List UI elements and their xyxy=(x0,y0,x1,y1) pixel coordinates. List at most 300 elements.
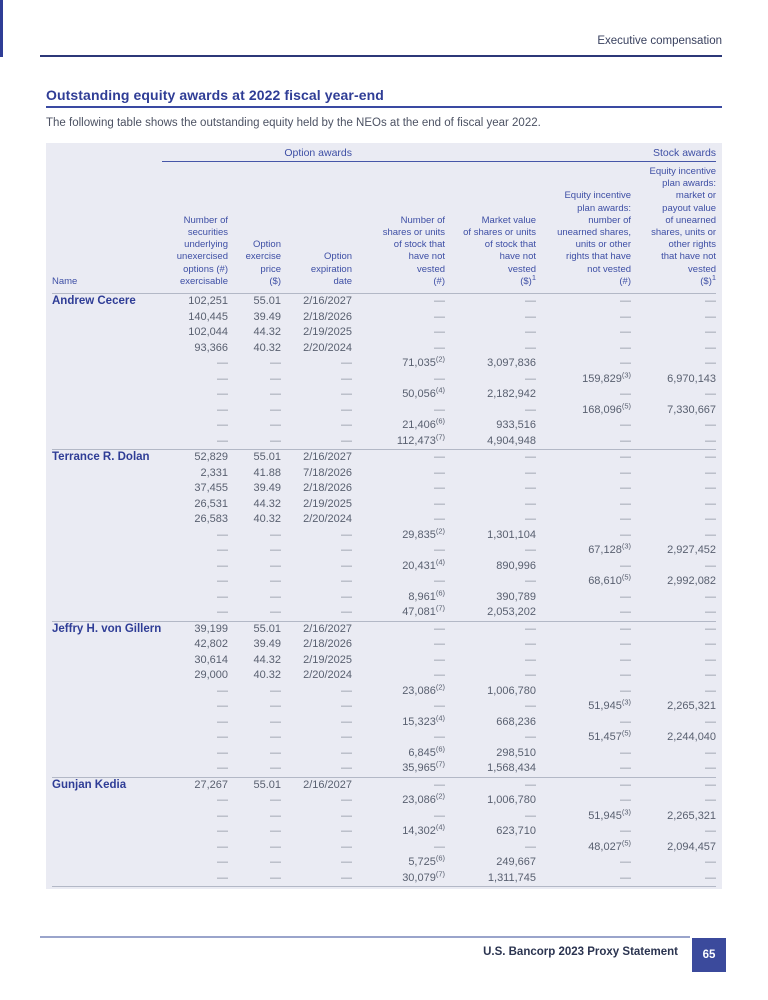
table-cell: — xyxy=(270,856,281,869)
table-cell: — xyxy=(270,606,281,619)
table-cell: 2/18/2026 xyxy=(303,638,353,651)
table-cell: — xyxy=(620,638,632,651)
table-row xyxy=(52,637,716,653)
name-cell xyxy=(52,512,162,528)
table-cell: — xyxy=(341,544,353,557)
footnote-superscript: (7) xyxy=(435,433,446,441)
table-cell: — xyxy=(536,621,631,637)
table-cell: — xyxy=(270,575,281,588)
table-cell: 140,445 xyxy=(188,310,228,323)
table-cell: 2/16/2027 xyxy=(281,777,352,793)
table-cell: — xyxy=(620,825,632,838)
table-cell: — xyxy=(705,638,717,651)
table-row xyxy=(52,824,716,840)
table-cell: — xyxy=(620,762,632,775)
table-cell: 37,455 xyxy=(194,482,228,495)
name-cell xyxy=(52,372,162,388)
table-cell: 2,331 xyxy=(200,466,228,479)
table-cell: — xyxy=(434,653,446,666)
table-cell: — xyxy=(217,388,228,401)
table-cell: — xyxy=(217,700,228,713)
table-cell: 1,006,780 xyxy=(487,684,537,697)
footnote-superscript: (4) xyxy=(435,387,446,395)
footer-text: U.S. Bancorp 2023 Proxy Statement xyxy=(483,946,678,958)
table-cell: — xyxy=(620,388,632,401)
table-row xyxy=(52,730,716,746)
table-cell: 298,510 xyxy=(496,746,537,759)
table-cell: 40.32 xyxy=(253,513,281,526)
table-cell: — xyxy=(631,450,716,466)
name-cell xyxy=(52,809,162,825)
name-cell xyxy=(52,559,162,575)
table-cell: — xyxy=(217,746,228,759)
table-cell: — xyxy=(705,825,717,838)
table-cell: — xyxy=(536,871,631,887)
table-cell: — xyxy=(281,871,352,887)
name-cell xyxy=(52,730,162,746)
table-cell: — xyxy=(217,590,228,603)
name-cell xyxy=(52,840,162,856)
table-cell: 42,802 xyxy=(194,638,228,651)
name-cell: Andrew Cecere xyxy=(52,295,136,308)
table-cell: — xyxy=(620,653,632,666)
table-cell: 44.32 xyxy=(253,326,281,339)
table-cell: 2,927,452 xyxy=(667,544,717,557)
table-row xyxy=(52,512,716,528)
table-cell: 1,301,104 xyxy=(487,528,537,541)
table-cell: — xyxy=(434,575,446,588)
name-cell xyxy=(52,605,162,621)
table-cell: — xyxy=(270,809,281,822)
table-cell: — xyxy=(270,762,281,775)
table-row xyxy=(52,387,716,403)
table-cell: — xyxy=(525,731,537,744)
group-header: Stock awards xyxy=(352,143,716,162)
name-cell xyxy=(52,387,162,403)
table-cell: 39.49 xyxy=(253,482,281,495)
table-cell: — xyxy=(620,434,632,447)
table-cell: — xyxy=(341,715,353,728)
name-cell xyxy=(52,871,162,887)
name-cell xyxy=(52,793,162,809)
table-cell: — xyxy=(525,341,537,354)
table-cell: — xyxy=(341,357,353,370)
table-cell: — xyxy=(620,341,632,354)
table-row xyxy=(52,871,716,887)
table-cell: 39,199 xyxy=(162,621,228,637)
table-cell: — xyxy=(341,731,353,744)
table-cell: 1,006,780 xyxy=(487,794,537,807)
table-cell: — xyxy=(270,434,281,447)
table-cell: — xyxy=(270,419,281,432)
table-cell: — xyxy=(705,528,717,541)
table-cell: — xyxy=(341,684,353,697)
table-cell: 2,992,082 xyxy=(667,575,717,588)
table-row xyxy=(52,793,716,809)
name-cell xyxy=(52,325,162,341)
table-cell: — xyxy=(620,326,632,339)
table-cell: 1,311,745 xyxy=(445,871,536,887)
table-row xyxy=(52,372,716,388)
table-cell: 51,457$^{(5)}$ xyxy=(588,730,632,744)
table-cell: — xyxy=(525,575,537,588)
column-header-row xyxy=(52,162,716,294)
table-cell: — xyxy=(270,372,281,385)
table-row xyxy=(52,746,716,762)
table-row xyxy=(52,481,716,497)
section-eyebrow: Executive compensation xyxy=(597,35,722,47)
name-cell xyxy=(52,574,162,590)
table-row xyxy=(52,543,716,559)
table-cell: — xyxy=(270,528,281,541)
name-cell xyxy=(52,481,162,497)
table-cell: — xyxy=(270,700,281,713)
table-cell: — xyxy=(445,621,536,637)
table-row xyxy=(52,418,716,434)
table-cell: — xyxy=(434,295,446,308)
table-row xyxy=(52,621,716,637)
table-cell: 55.01 xyxy=(228,450,281,466)
table-cell: — xyxy=(341,388,353,401)
table-cell: 168,096$^{(5)}$ xyxy=(582,402,632,416)
table-cell: 890,996 xyxy=(496,559,537,572)
table-cell: — xyxy=(525,326,537,339)
footnote-superscript: (3) xyxy=(621,808,632,816)
table-row xyxy=(52,590,716,606)
table-cell: — xyxy=(270,559,281,572)
footnote-superscript: (4) xyxy=(435,714,446,722)
table-cell: 2/20/2024 xyxy=(303,669,353,682)
table-cell: — xyxy=(620,466,632,479)
footnote-superscript: (7) xyxy=(435,761,446,769)
table-cell: — xyxy=(620,482,632,495)
table-cell: — xyxy=(525,482,537,495)
table-cell: 55.01 xyxy=(228,621,281,637)
table-cell: — xyxy=(341,372,353,385)
table-cell: — xyxy=(341,809,353,822)
table-cell: — xyxy=(620,715,632,728)
table-cell: — xyxy=(620,419,632,432)
table-cell: — xyxy=(525,497,537,510)
table-row xyxy=(52,809,716,825)
footnote-superscript: (6) xyxy=(435,418,446,426)
table-cell: 2,244,040 xyxy=(667,731,717,744)
intro-text: The following table shows the outstanding equity held by the NEOs at the end of fiscal year 2022. xyxy=(46,117,541,129)
table-cell: 2,265,321 xyxy=(667,700,717,713)
table-cell: — xyxy=(620,310,632,323)
table-cell: — xyxy=(217,684,228,697)
table-cell: — xyxy=(270,403,281,416)
table-cell: 93,366 xyxy=(194,341,228,354)
table-cell: — xyxy=(434,513,446,526)
table-cell: 2,094,457 xyxy=(667,840,717,853)
footnote-superscript: (2) xyxy=(435,356,446,364)
table-cell: — xyxy=(270,590,281,603)
table-cell: 21,406$^{(6)}$ xyxy=(402,418,446,432)
table-cell: — xyxy=(217,434,228,447)
table-cell: — xyxy=(217,606,228,619)
table-cell: — xyxy=(434,341,446,354)
table-cell: — xyxy=(352,621,445,637)
footer-rule xyxy=(40,936,690,938)
header-rule xyxy=(40,55,722,57)
table-row xyxy=(52,559,716,575)
table-cell: 2/18/2026 xyxy=(303,482,353,495)
name-cell xyxy=(52,590,162,606)
table-cell: 26,531 xyxy=(194,497,228,510)
name-cell xyxy=(52,824,162,840)
column-header: Option expiration date xyxy=(281,162,352,294)
table-cell: 14,302$^{(4)}$ xyxy=(402,824,446,838)
table-cell: — xyxy=(434,310,446,323)
table-cell: — xyxy=(270,388,281,401)
table-cell: 2/20/2024 xyxy=(303,341,353,354)
table-cell: 30,614 xyxy=(194,653,228,666)
table-cell: 44.32 xyxy=(253,653,281,666)
group-header xyxy=(52,143,162,162)
table-cell: — xyxy=(434,669,446,682)
table-cell: — xyxy=(434,840,446,853)
table-cell: — xyxy=(341,700,353,713)
table-cell: — xyxy=(217,528,228,541)
name-cell xyxy=(52,761,162,777)
table-cell: — xyxy=(620,856,632,869)
column-header: Name xyxy=(52,162,162,294)
table-cell: 5,725$^{(6)}$ xyxy=(408,855,446,869)
name-cell xyxy=(52,746,162,762)
table-cell: 159,829$^{(3)}$ xyxy=(582,371,632,385)
footnote-superscript: (5) xyxy=(621,839,632,847)
table-cell: — xyxy=(525,638,537,651)
table-cell: — xyxy=(434,809,446,822)
table-cell: — xyxy=(217,544,228,557)
table-cell: 41.88 xyxy=(253,466,281,479)
table-row xyxy=(52,855,716,871)
table-cell: — xyxy=(341,590,353,603)
table-row xyxy=(52,356,716,372)
table-cell: — xyxy=(217,575,228,588)
table-cell: — xyxy=(705,295,717,308)
table-cell: — xyxy=(341,606,353,619)
name-cell xyxy=(52,637,162,653)
table-cell: — xyxy=(217,715,228,728)
table-cell: — xyxy=(341,840,353,853)
name-cell xyxy=(52,434,162,450)
table-cell: 6,970,143 xyxy=(667,372,717,385)
table-row xyxy=(52,450,716,466)
table-cell: — xyxy=(705,684,717,697)
table-row xyxy=(52,777,716,793)
table-cell: — xyxy=(525,295,537,308)
table-cell: 51,945$^{(3)}$ xyxy=(588,699,632,713)
table-cell: — xyxy=(270,731,281,744)
table-row xyxy=(52,605,716,621)
table-cell: — xyxy=(270,715,281,728)
table-cell: — xyxy=(525,513,537,526)
footnote-superscript: (2) xyxy=(435,793,446,801)
table-cell: — xyxy=(631,777,716,793)
table-cell: — xyxy=(341,559,353,572)
table-cell: — xyxy=(525,653,537,666)
table-cell: — xyxy=(525,809,537,822)
table-row xyxy=(52,528,716,544)
table-row xyxy=(52,497,716,513)
table-cell: 20,431$^{(4)}$ xyxy=(402,558,446,572)
name-cell xyxy=(52,543,162,559)
table-cell: 623,710 xyxy=(496,825,537,838)
footnote-superscript: 1 xyxy=(531,272,537,282)
table-cell: — xyxy=(162,871,228,887)
name-cell xyxy=(52,668,162,684)
name-cell xyxy=(52,855,162,871)
table-row xyxy=(52,434,716,450)
table-row xyxy=(52,684,716,700)
table-cell: — xyxy=(705,357,717,370)
table-cell: — xyxy=(525,544,537,557)
table-cell: — xyxy=(228,871,281,887)
table-cell: — xyxy=(705,606,717,619)
table-cell: 68,610$^{(5)}$ xyxy=(588,574,632,588)
table-cell: 47,081$^{(7)}$ xyxy=(402,605,446,619)
table-cell: — xyxy=(341,434,353,447)
table-cell: — xyxy=(705,419,717,432)
table-cell: — xyxy=(525,372,537,385)
table-cell: — xyxy=(434,497,446,510)
table-cell: — xyxy=(341,403,353,416)
table-cell: 51,945$^{(3)}$ xyxy=(588,808,632,822)
table-cell: — xyxy=(217,731,228,744)
table-cell: — xyxy=(341,528,353,541)
table-cell: — xyxy=(217,403,228,416)
footnote-superscript: (6) xyxy=(435,589,446,597)
table-cell: 39.49 xyxy=(253,638,281,651)
table-cell: 933,516 xyxy=(496,419,537,432)
table-cell: — xyxy=(631,871,716,887)
table-cell: — xyxy=(620,606,632,619)
table-cell: 2/16/2027 xyxy=(303,295,353,308)
table-cell: — xyxy=(525,700,537,713)
table-cell: — xyxy=(705,669,717,682)
table-cell: 390,789 xyxy=(496,590,537,603)
table-cell: 40.32 xyxy=(253,669,281,682)
table-cell: — xyxy=(434,638,446,651)
table-cell: — xyxy=(705,746,717,759)
footnote-superscript: (2) xyxy=(435,683,446,691)
table-cell: 2/18/2026 xyxy=(303,310,353,323)
table-cell: — xyxy=(620,295,632,308)
table-cell: — xyxy=(631,621,716,637)
table-cell: — xyxy=(270,746,281,759)
table-cell: — xyxy=(434,403,446,416)
footnote-superscript: (3) xyxy=(621,371,632,379)
name-cell xyxy=(52,715,162,731)
name-cell xyxy=(52,653,162,669)
table-cell: 102,251 xyxy=(188,295,228,308)
table-cell: — xyxy=(270,840,281,853)
name-cell xyxy=(52,341,162,357)
table-cell: — xyxy=(445,777,536,793)
group-header: Option awards xyxy=(162,143,352,162)
table-cell: 3,097,836 xyxy=(487,357,537,370)
table-cell: 15,323$^{(4)}$ xyxy=(402,714,446,728)
table-cell: — xyxy=(434,326,446,339)
column-header: Market value of shares or units of stock that have not vested ($)$^1$ xyxy=(445,162,536,294)
table-cell: — xyxy=(620,746,632,759)
table-cell: 23,086$^{(2)}$ xyxy=(402,683,446,697)
table-cell: 2/19/2025 xyxy=(303,326,353,339)
table-cell: — xyxy=(705,559,717,572)
table-row xyxy=(52,840,716,856)
table-cell: — xyxy=(620,590,632,603)
table-cell: — xyxy=(341,762,353,775)
table-cell: — xyxy=(705,794,717,807)
table-cell: — xyxy=(434,466,446,479)
footnote-superscript: (5) xyxy=(621,730,632,738)
page-title: Outstanding equity awards at 2022 fiscal year-end xyxy=(46,87,384,103)
table-cell: — xyxy=(434,731,446,744)
table-cell: — xyxy=(525,669,537,682)
table-cell: — xyxy=(341,794,353,807)
table-row xyxy=(52,294,716,310)
footnote-superscript: (3) xyxy=(621,543,632,551)
footnote-superscript: (6) xyxy=(435,745,446,753)
table-cell: — xyxy=(217,357,228,370)
table-cell: — xyxy=(620,559,632,572)
outstanding-equity-awards-table xyxy=(46,143,722,889)
table-cell: — xyxy=(525,403,537,416)
group-header-row xyxy=(52,143,716,162)
table-cell: 7/18/2026 xyxy=(303,466,353,479)
table-row xyxy=(52,574,716,590)
table-cell: — xyxy=(705,326,717,339)
table-row xyxy=(52,310,716,326)
table-cell: 44.32 xyxy=(253,497,281,510)
table-cell: — xyxy=(705,310,717,323)
table-cell: 8,961$^{(6)}$ xyxy=(408,589,446,603)
table-row xyxy=(52,653,716,669)
column-header: Equity incentive plan awards: market or payout value of unearned shares, units or other rights that have not vested ($)$^1$ xyxy=(631,162,716,294)
footnote-superscript: (5) xyxy=(621,402,632,410)
table-cell: 29,000 xyxy=(194,669,228,682)
name-cell: Terrance R. Dolan xyxy=(52,450,162,466)
table-cell: — xyxy=(536,777,631,793)
table-cell: — xyxy=(270,794,281,807)
table-row xyxy=(52,668,716,684)
table-cell: — xyxy=(217,794,228,807)
table-cell: 2,182,942 xyxy=(487,388,537,401)
left-edge-accent-bar xyxy=(0,0,3,57)
table-row xyxy=(52,699,716,715)
table-cell: — xyxy=(705,590,717,603)
table-cell: — xyxy=(705,856,717,869)
table-cell: — xyxy=(705,513,717,526)
table-cell: — xyxy=(620,513,632,526)
table-cell: — xyxy=(705,466,717,479)
table-cell: 7,330,667 xyxy=(667,403,717,416)
table-cell: — xyxy=(705,434,717,447)
table-cell: 50,056$^{(4)}$ xyxy=(402,387,446,401)
table-cell: — xyxy=(270,357,281,370)
page-number-badge: 65 xyxy=(692,938,726,972)
table-row xyxy=(52,715,716,731)
table-cell: — xyxy=(341,419,353,432)
table-cell: 112,473$^{(7)}$ xyxy=(396,433,446,447)
name-cell: Gunjan Kedia xyxy=(52,777,162,793)
table-row xyxy=(52,466,716,482)
equity-table xyxy=(52,143,716,887)
footnote-superscript: 1 xyxy=(711,272,717,282)
table-cell: — xyxy=(217,419,228,432)
